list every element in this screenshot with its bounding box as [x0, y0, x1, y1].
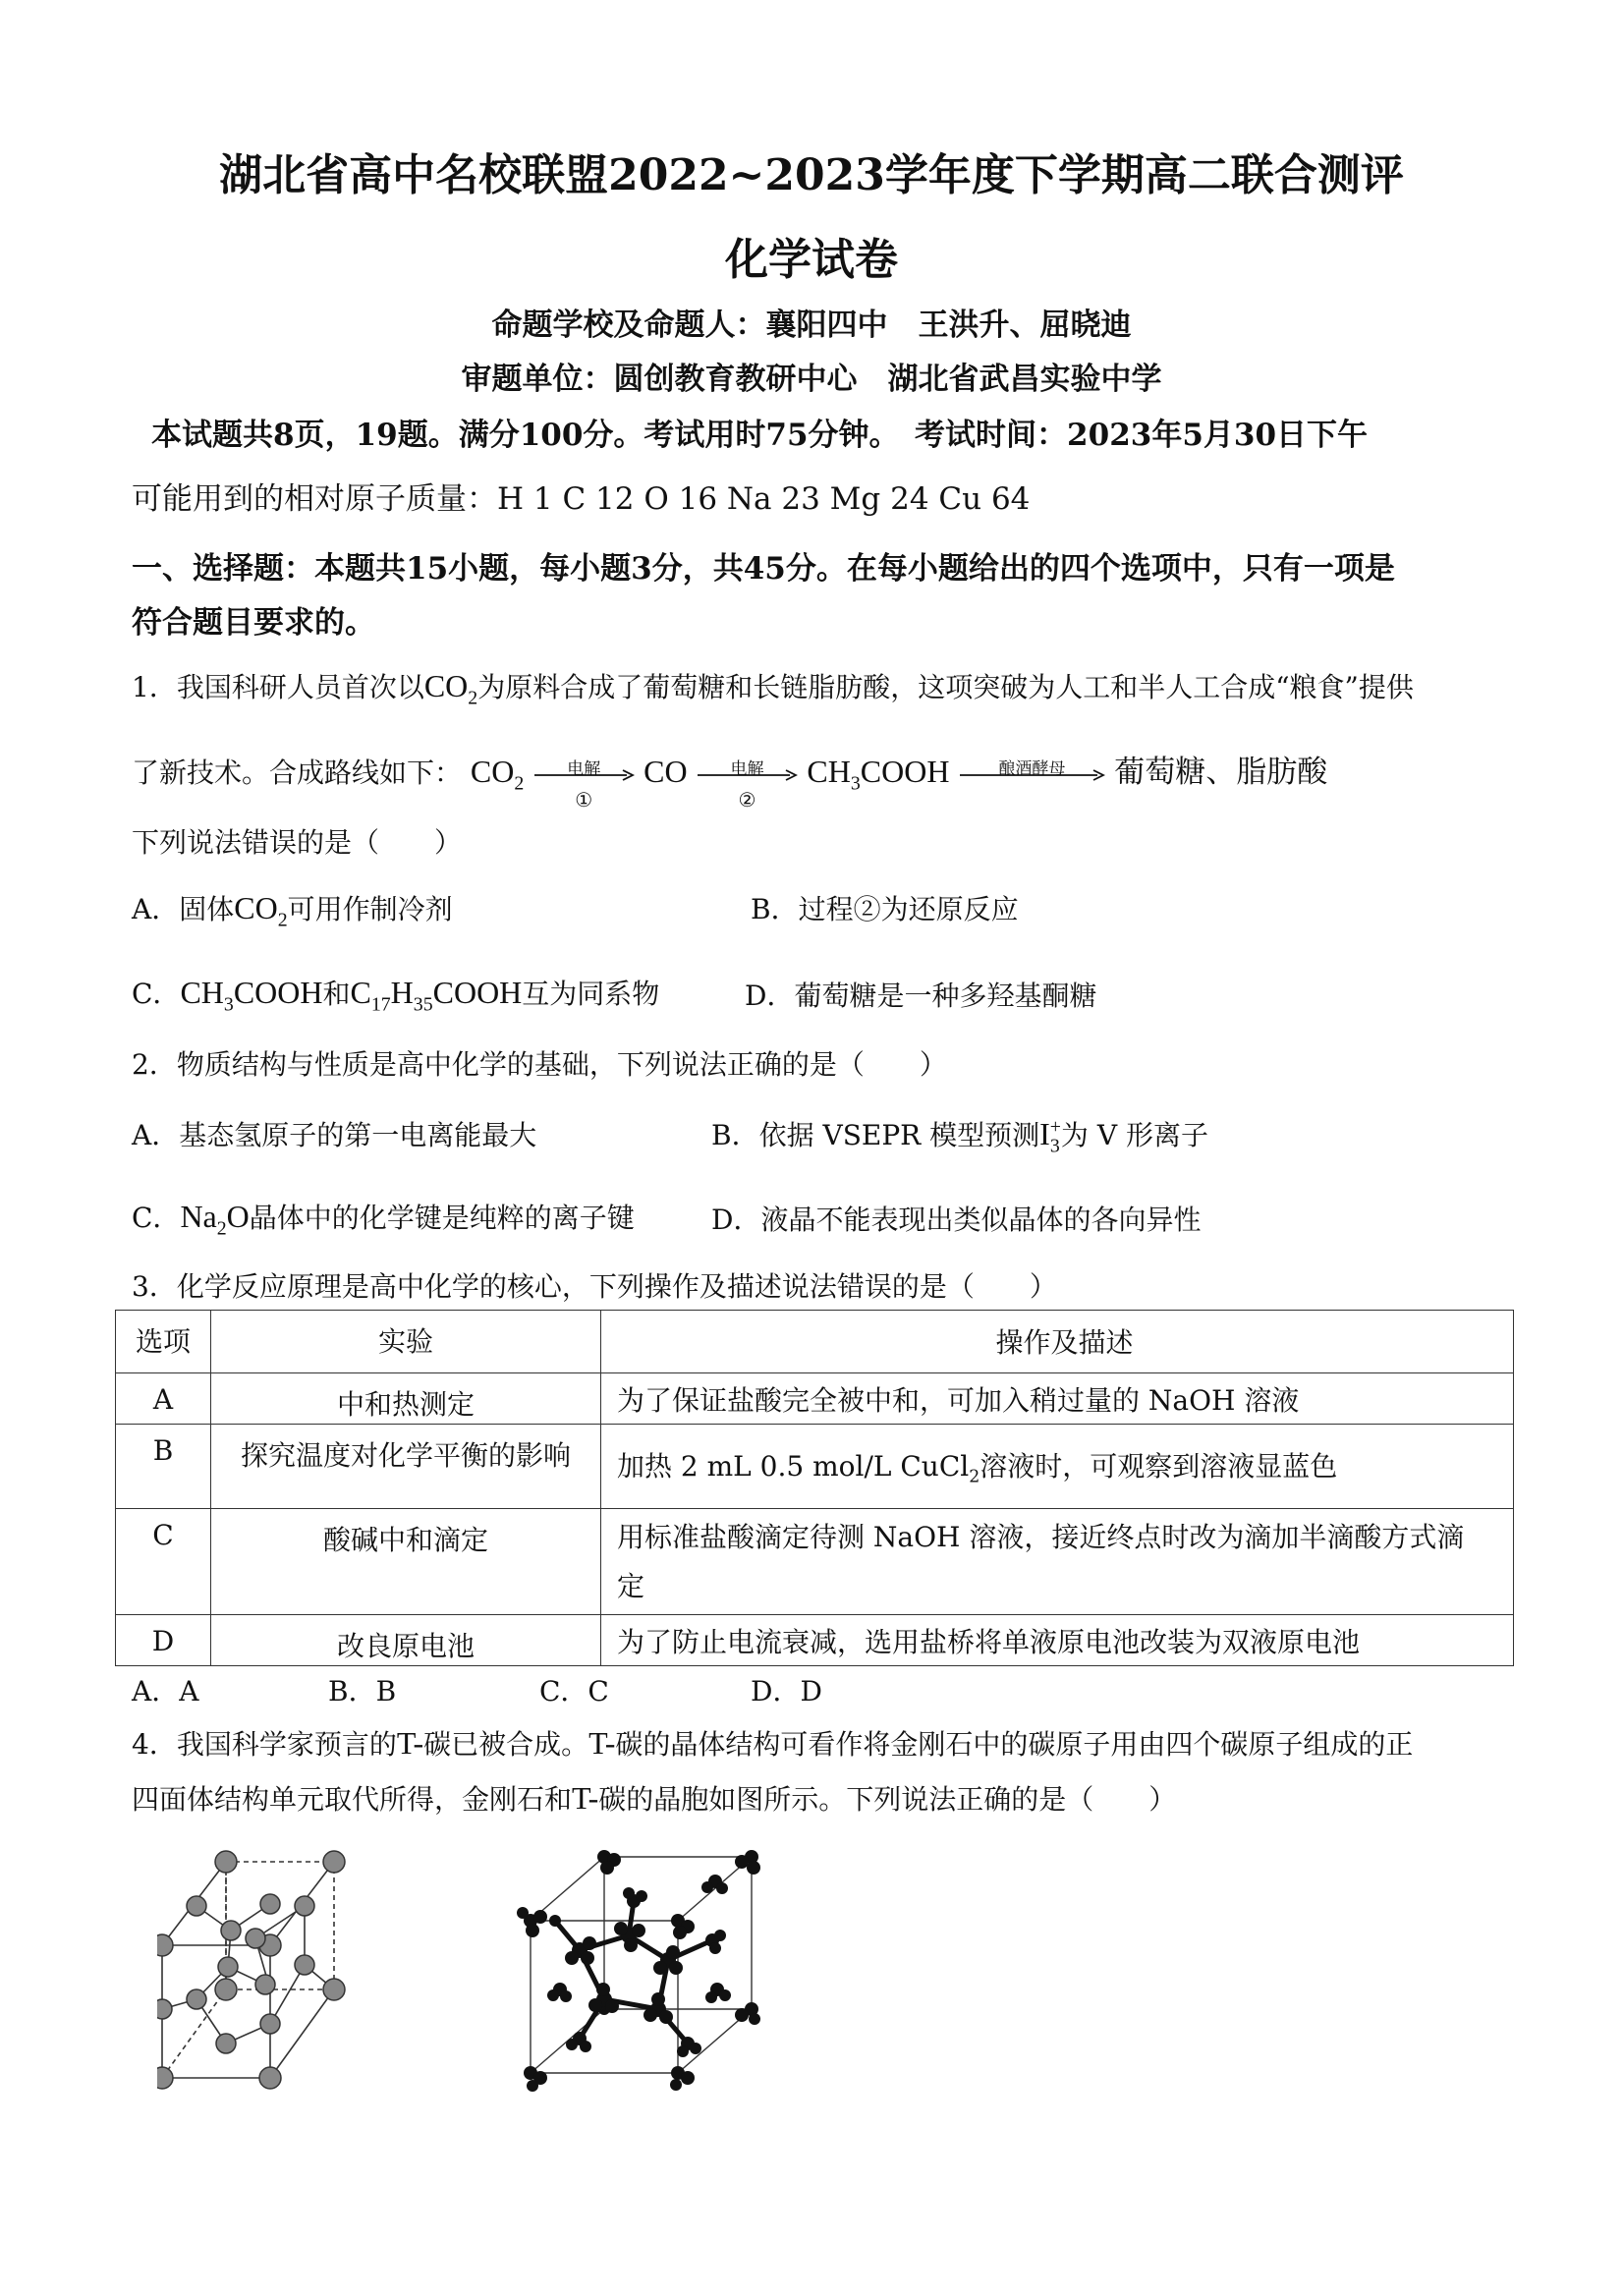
q3-table [115, 1310, 1514, 1666]
table-row: A 中和热测定 为了保证盐酸完全被中和，可加入稍过量的 NaOH 溶液 [116, 1373, 1514, 1425]
table-row: D 改良原电池 为了防止电流衰减，选用盐桥将单液原电池改装为双液原电池 [116, 1615, 1514, 1666]
q1-line2: 了新技术。合成路线如下： $CO_2$ 电解 ① CO 电解 ② $CH_3COOH$ 酿酒酵母 葡萄糖、脂肪酸 [132, 754, 1328, 812]
q3-stem: 3．化学反应原理是高中化学的核心，下列操作及描述说法错误的是（ ） [132, 1270, 1057, 1303]
subject-title: 化学试卷 [725, 235, 898, 285]
arrow-icon [532, 758, 635, 792]
table-header-cell: 选项 [116, 1311, 211, 1373]
q1-line1: 1．我国科研人员首次以$CO_2$为原料合成了葡萄糖和长链脂肪酸，这项突破为人工和半人工合成“粮食”提供 [132, 668, 1414, 709]
q3-option-a: A．A [132, 1675, 199, 1708]
co-formula: CO [644, 754, 688, 789]
q4-line1: 4．我国科学家预言的T-碳已被合成。T-碳的晶体结构可看作将金刚石中的碳原子用由四个碳原子组成的正 [132, 1725, 1414, 1761]
diamond-unit-cell-figure [157, 1847, 393, 2093]
q2-stem: 2．物质结构与性质是高中化学的基础，下列说法正确的是（ ） [132, 1048, 947, 1081]
q1-option-c: C．$CH_3COOH$和$C_{17}H_{35}COOH$互为同系物 [132, 975, 660, 1016]
q1-stem: 下列说法错误的是（ ） [132, 826, 463, 859]
table-header-cell: 操作及描述 [601, 1311, 1514, 1373]
q1-option-a: A．固体$CO_2$可用作制冷剂 [132, 890, 453, 931]
arrow-electrolysis-2: 电解 ② [696, 758, 798, 792]
q3-option-d: D．D [751, 1675, 822, 1708]
section-heading-line2: 符合题目要求的。 [132, 605, 375, 641]
review-line: 审题单位：圆创教育教研中心 湖北省武昌实验中学 [461, 362, 1162, 397]
exam-title: 湖北省高中名校联盟2022~2023学年度下学期高二联合测评 [219, 150, 1404, 200]
q1-option-b: B．过程②为还原反应 [751, 893, 1019, 925]
acetic-acid-formula: $CH_3COOH$ [807, 754, 950, 795]
arrow-yeast: 酿酒酵母 [958, 758, 1105, 792]
exam-info-line: 本试题共8页，19题。满分100分。考试用时75分钟。 考试时间：2023年5月30日下午 [151, 418, 1369, 453]
atomic-mass-line: 可能用到的相对原子质量：H 1 C 12 O 16 Na 23 Mg 24 Cu 64 [132, 481, 1031, 517]
q3-option-b: B．B [328, 1675, 397, 1708]
t-carbon-unit-cell-figure [511, 1842, 776, 2098]
table-header-row [116, 1311, 1514, 1373]
q2-option-c: C．$Na_2O$晶体中的化学键是纯粹的离子键 [132, 1199, 635, 1240]
arrow-electrolysis-1: 电解 ① [532, 758, 635, 792]
q4-line2: 四面体结构单元取代所得，金刚石和T-碳的晶胞如图所示。下列说法正确的是（ ） [132, 1780, 1177, 1816]
q3-option-c: C．C [539, 1675, 609, 1708]
q2-option-d: D．液晶不能表现出类似晶体的各向异性 [711, 1204, 1202, 1236]
co2-formula: $CO_2$ [423, 668, 478, 709]
q1-option-d: D．葡萄糖是一种多羟基酮糖 [745, 980, 1097, 1012]
section-heading-line1: 一、选择题：本题共15小题，每小题3分，共45分。在每小题给出的四个选项中，只有一项是 [132, 551, 1395, 587]
author-line: 命题学校及命题人：襄阳四中 王洪升、屈晓迪 [491, 308, 1132, 343]
table-row: C 酸碱中和滴定 用标准盐酸滴定待测 NaOH 溶液，接近终点时改为滴加半滴酸方式滴 定 [116, 1509, 1514, 1615]
co2-formula: $CO_2$ [470, 754, 525, 795]
arrow-icon [958, 758, 1105, 792]
arrow-icon [696, 758, 798, 792]
table-header-cell: 实验 [211, 1311, 601, 1373]
q2-option-a: A．基态氢原子的第一电离能最大 [132, 1119, 537, 1151]
q2-option-b: B．依据 VSEPR 模型预测$I_3^+$为 V 形离子 [711, 1116, 1208, 1157]
table-row: B 探究温度对化学平衡的影响 加热 2 mL 0.5 mol/L CuCl$_2$溶液时，可观察到溶液显蓝色 [116, 1425, 1514, 1509]
